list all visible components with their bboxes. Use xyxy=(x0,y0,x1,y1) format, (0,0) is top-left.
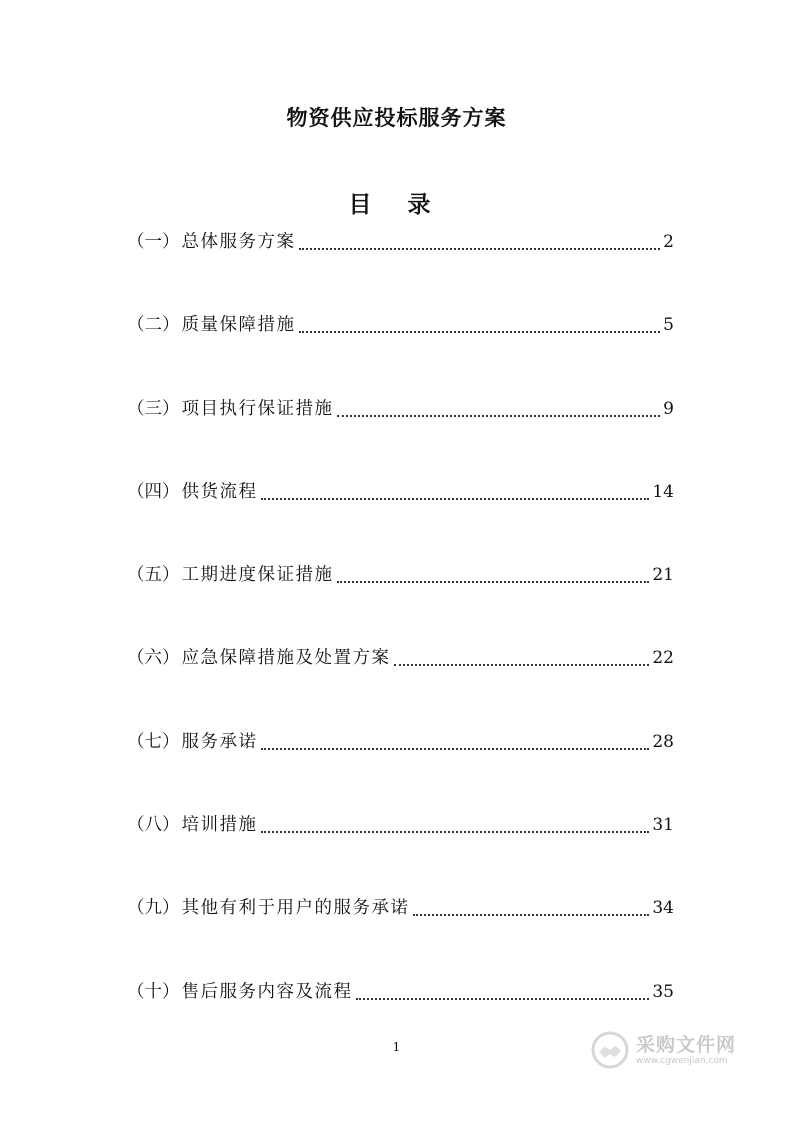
toc-entry-number: （二） xyxy=(127,315,180,336)
toc-entry-label: 项目执行保证措施 xyxy=(181,398,334,419)
table-of-contents xyxy=(127,229,674,1062)
toc-dot-leader xyxy=(356,979,650,1000)
toc-entry-page: 34 xyxy=(652,898,674,919)
toc-entry-page: 21 xyxy=(652,565,674,586)
toc-entry-page: 22 xyxy=(652,648,674,669)
toc-heading: 目 录 xyxy=(348,191,445,218)
toc-entry-page: 9 xyxy=(663,398,674,419)
toc-entry-6[interactable] xyxy=(127,645,674,728)
toc-entry-number: （六） xyxy=(127,648,180,669)
toc-entry-label: 售后服务内容及流程 xyxy=(181,981,353,1002)
toc-entry-5[interactable] xyxy=(127,562,674,645)
toc-dot-leader xyxy=(337,562,650,583)
toc-dot-leader xyxy=(261,812,650,833)
toc-entry-label: 服务承诺 xyxy=(181,731,258,752)
toc-dot-leader xyxy=(299,312,661,333)
toc-dot-leader xyxy=(299,229,661,250)
toc-entry-page: 35 xyxy=(652,981,674,1002)
watermark-name: 采购文件网 xyxy=(636,1033,737,1056)
watermark xyxy=(590,1028,760,1072)
toc-entry-page: 28 xyxy=(652,731,674,752)
toc-dot-leader xyxy=(261,729,650,750)
toc-entry-1[interactable] xyxy=(127,229,674,312)
toc-entry-8[interactable] xyxy=(127,812,674,895)
toc-entry-number: （九） xyxy=(127,898,180,919)
toc-entry-4[interactable] xyxy=(127,479,674,562)
toc-entry-9[interactable] xyxy=(127,895,674,978)
toc-dot-leader xyxy=(261,479,650,500)
toc-dot-leader xyxy=(394,645,650,666)
toc-entry-number: （三） xyxy=(127,398,180,419)
toc-entry-page: 2 xyxy=(663,232,674,252)
toc-entry-2[interactable] xyxy=(127,312,674,395)
toc-entry-label: 总体服务方案 xyxy=(181,232,296,252)
toc-entry-label: 应急保障措施及处置方案 xyxy=(181,648,391,669)
toc-entry-3[interactable] xyxy=(127,396,674,479)
page-number: 1 xyxy=(392,1040,401,1054)
toc-entry-page: 5 xyxy=(663,315,674,336)
toc-entry-label: 培训措施 xyxy=(181,815,258,836)
toc-entry-label: 质量保障措施 xyxy=(181,315,296,336)
toc-entry-7[interactable] xyxy=(127,729,674,812)
toc-entry-label: 工期进度保证措施 xyxy=(181,565,334,586)
toc-entry-number: （八） xyxy=(127,815,180,836)
toc-entry-number: （四） xyxy=(127,481,180,502)
toc-entry-label: 其他有利于用户的服务承诺 xyxy=(181,898,410,919)
toc-entry-number: （一） xyxy=(127,232,180,252)
toc-entry-number: （七） xyxy=(127,731,180,752)
toc-entry-number: （五） xyxy=(127,565,180,586)
watermark-url: www.cgwenjian.com xyxy=(636,1055,728,1066)
handshake-logo-icon xyxy=(590,1030,630,1070)
toc-entry-number: （十） xyxy=(127,981,180,1002)
toc-entry-page: 14 xyxy=(652,481,674,502)
toc-entry-page: 31 xyxy=(652,815,674,836)
toc-dot-leader xyxy=(337,396,661,417)
toc-dot-leader xyxy=(413,895,650,916)
toc-entry-label: 供货流程 xyxy=(181,481,258,502)
document-title: 物资供应投标服务方案 xyxy=(286,105,507,130)
